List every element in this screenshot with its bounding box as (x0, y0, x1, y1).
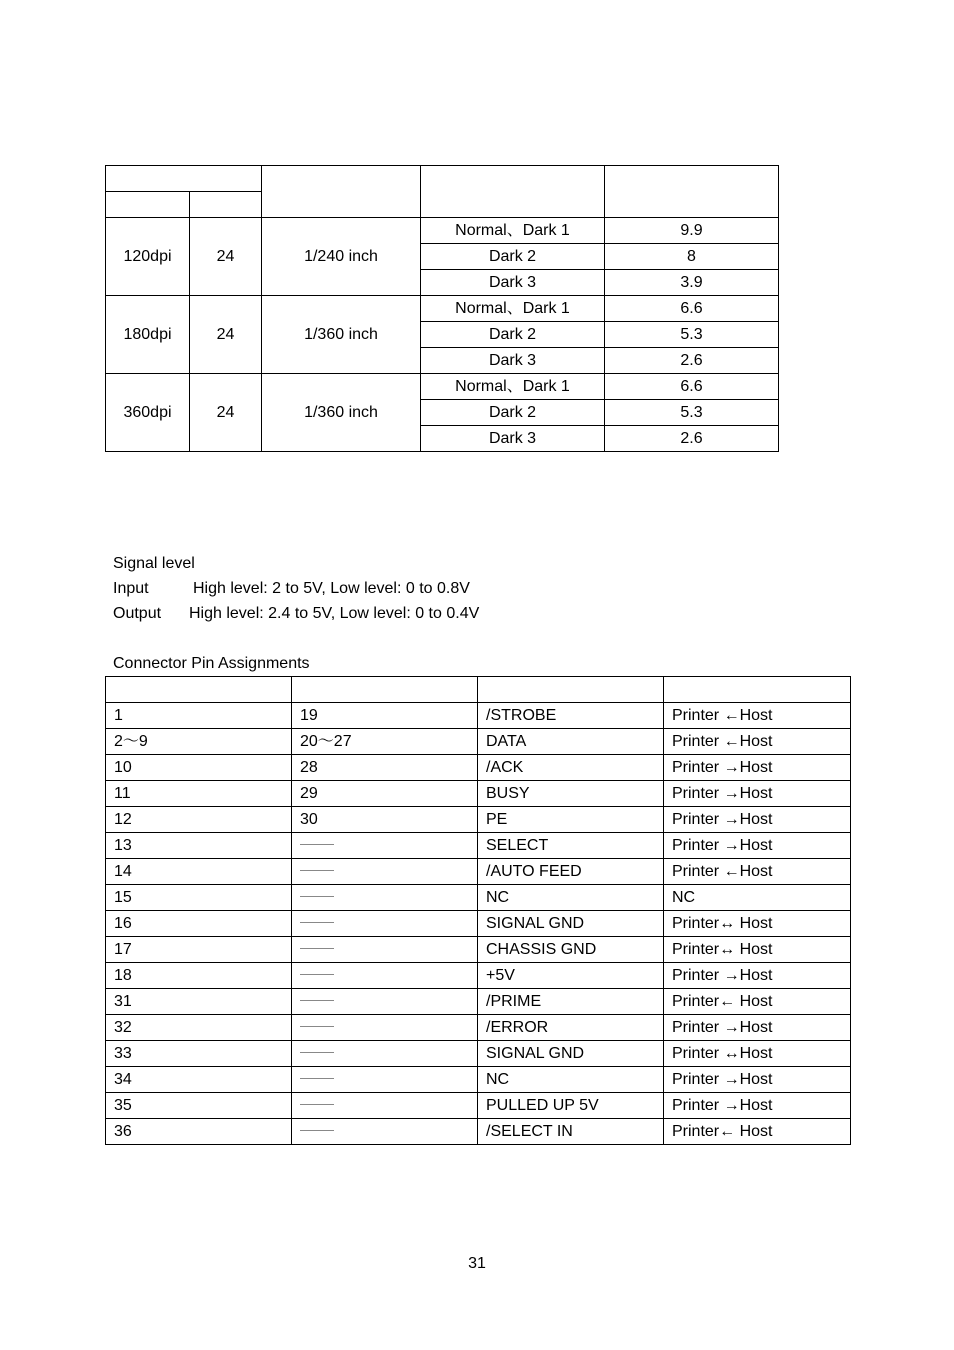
resolution-mode-cell: Normal、Dark 1 (421, 218, 605, 244)
direction-cell: Printer↔ Host (664, 911, 851, 937)
resolution-value-cell: 6.6 (605, 296, 779, 322)
resolution-value-cell: 6.6 (605, 374, 779, 400)
resolution-mode-cell: Dark 3 (421, 426, 605, 452)
table-row (106, 781, 851, 807)
direction-cell: Printer ←Host (664, 729, 851, 755)
resolution-row (106, 374, 779, 400)
resolution-dpi-cell: 120dpi (106, 218, 190, 296)
signal-name-cell: /PRIME (478, 989, 664, 1015)
direction-cell: Printer ←Host (664, 859, 851, 885)
signal-name-cell: /ERROR (478, 1015, 664, 1041)
signal-input-label: Input (113, 580, 149, 597)
table-row (106, 989, 851, 1015)
resolution-dpi-cell: 180dpi (106, 296, 190, 374)
return-pin-cell: 30 (292, 807, 478, 833)
dash-mark (300, 1000, 334, 1001)
signal-name-cell: NC (478, 885, 664, 911)
pin-number-cell: 13 (106, 833, 292, 859)
direction-cell: Printer →Host (664, 755, 851, 781)
table-row (106, 859, 851, 885)
connector-title: Connector Pin Assignments (113, 655, 310, 672)
header-cell-empty (190, 192, 262, 218)
pin-number-cell: 32 (106, 1015, 292, 1041)
header-cell-empty (478, 677, 664, 703)
header-cell-empty (664, 677, 851, 703)
signal-name-cell: CHASSIS GND (478, 937, 664, 963)
return-pin-cell (292, 1015, 478, 1041)
dash-mark (300, 844, 334, 845)
return-pin-cell (292, 1067, 478, 1093)
dash-mark (300, 1130, 334, 1131)
direction-cell: Printer →Host (664, 807, 851, 833)
signal-name-cell: /STROBE (478, 703, 664, 729)
pin-number-cell: 2～9 (106, 729, 292, 755)
direction-cell: Printer →Host (664, 1093, 851, 1119)
direction-cell: Printer →Host (664, 781, 851, 807)
dash-mark (300, 870, 334, 871)
pin-number-cell: 10 (106, 755, 292, 781)
resolution-pitch-cell: 1/240 inch (262, 218, 421, 296)
return-pin-cell (292, 1041, 478, 1067)
direction-cell: Printer ↔Host (664, 1041, 851, 1067)
table-row (106, 885, 851, 911)
resolution-mode-cell: Normal、Dark 1 (421, 374, 605, 400)
return-pin-cell (292, 1093, 478, 1119)
table-row (106, 937, 851, 963)
connector-pin-table (105, 676, 851, 1145)
dash-mark (300, 1078, 334, 1079)
header-cell-empty (262, 166, 421, 218)
signal-level-title: Signal level (113, 555, 195, 572)
direction-cell: Printer →Host (664, 1067, 851, 1093)
pin-number-cell: 33 (106, 1041, 292, 1067)
return-pin-cell (292, 833, 478, 859)
dash-mark (300, 1026, 334, 1027)
direction-cell: Printer ←Host (664, 703, 851, 729)
table-row (106, 963, 851, 989)
table-row (106, 1119, 851, 1145)
dash-mark (300, 922, 334, 923)
header-cell-empty (106, 677, 292, 703)
direction-cell: Printer →Host (664, 833, 851, 859)
pin-number-cell: 12 (106, 807, 292, 833)
signal-name-cell: PULLED UP 5V (478, 1093, 664, 1119)
resolution-value-cell: 9.9 (605, 218, 779, 244)
signal-name-cell: /ACK (478, 755, 664, 781)
signal-name-cell: SIGNAL GND (478, 1041, 664, 1067)
signal-name-cell: SELECT (478, 833, 664, 859)
signal-input-text: High level: 2 to 5V, Low level: 0 to 0.8V (193, 580, 470, 597)
table-row (106, 703, 851, 729)
dash-mark (300, 1104, 334, 1105)
resolution-mode-cell: Normal、Dark 1 (421, 296, 605, 322)
pin-number-cell: 11 (106, 781, 292, 807)
header-cell-empty (106, 192, 190, 218)
pin-number-cell: 15 (106, 885, 292, 911)
pin-number-cell: 36 (106, 1119, 292, 1145)
header-cell-empty (106, 166, 262, 192)
direction-cell: NC (664, 885, 851, 911)
return-pin-cell (292, 937, 478, 963)
return-pin-cell (292, 911, 478, 937)
table-row (106, 1015, 851, 1041)
resolution-value-cell: 2.6 (605, 426, 779, 452)
resolution-mode-cell: Dark 2 (421, 400, 605, 426)
resolution-value-cell: 8 (605, 244, 779, 270)
signal-name-cell: PE (478, 807, 664, 833)
resolution-pins-cell: 24 (190, 374, 262, 452)
direction-cell: Printer← Host (664, 1119, 851, 1145)
signal-name-cell: SIGNAL GND (478, 911, 664, 937)
direction-cell: Printer →Host (664, 963, 851, 989)
resolution-pitch-cell: 1/360 inch (262, 296, 421, 374)
pin-number-cell: 34 (106, 1067, 292, 1093)
resolution-mode-cell: Dark 3 (421, 270, 605, 296)
table-row (106, 1041, 851, 1067)
header-cell-empty (421, 166, 605, 218)
resolution-value-cell: 5.3 (605, 400, 779, 426)
table-row (106, 1093, 851, 1119)
resolution-pins-cell: 24 (190, 218, 262, 296)
resolution-mode-cell: Dark 2 (421, 244, 605, 270)
header-cell-empty (292, 677, 478, 703)
resolution-value-cell: 3.9 (605, 270, 779, 296)
dash-mark (300, 974, 334, 975)
signal-name-cell: /SELECT IN (478, 1119, 664, 1145)
signal-output-label: Output (113, 605, 162, 622)
signal-input-line (113, 581, 470, 597)
return-pin-cell: 28 (292, 755, 478, 781)
signal-output-line (113, 606, 479, 622)
dash-mark (300, 1052, 334, 1053)
pin-number-cell: 35 (106, 1093, 292, 1119)
resolution-row (106, 218, 779, 244)
table-row (106, 755, 851, 781)
table-row (106, 1067, 851, 1093)
signal-name-cell: /AUTO FEED (478, 859, 664, 885)
pin-number-cell: 31 (106, 989, 292, 1015)
resolution-row (106, 296, 779, 322)
dash-mark (300, 896, 334, 897)
signal-name-cell: NC (478, 1067, 664, 1093)
signal-name-cell: +5V (478, 963, 664, 989)
return-pin-cell (292, 859, 478, 885)
resolution-value-cell: 5.3 (605, 322, 779, 348)
header-cell-empty (605, 166, 779, 218)
return-pin-cell (292, 989, 478, 1015)
direction-cell: Printer →Host (664, 1015, 851, 1041)
pin-number-cell: 14 (106, 859, 292, 885)
return-pin-cell (292, 885, 478, 911)
return-pin-cell: 19 (292, 703, 478, 729)
table-row (106, 911, 851, 937)
direction-cell: Printer↔ Host (664, 937, 851, 963)
resolution-dpi-cell: 360dpi (106, 374, 190, 452)
dash-mark (300, 948, 334, 949)
direction-cell: Printer← Host (664, 989, 851, 1015)
pin-number-cell: 17 (106, 937, 292, 963)
pin-number-cell: 18 (106, 963, 292, 989)
resolution-value-cell: 2.6 (605, 348, 779, 374)
resolution-pins-cell: 24 (190, 296, 262, 374)
return-pin-cell: 20～27 (292, 729, 478, 755)
pin-number-cell: 16 (106, 911, 292, 937)
resolution-table (105, 165, 779, 452)
return-pin-cell (292, 1119, 478, 1145)
signal-name-cell: DATA (478, 729, 664, 755)
table-row (106, 807, 851, 833)
signal-name-cell: BUSY (478, 781, 664, 807)
pin-number-cell: 1 (106, 703, 292, 729)
table-row (106, 729, 851, 755)
table-row (106, 833, 851, 859)
resolution-mode-cell: Dark 3 (421, 348, 605, 374)
return-pin-cell: 29 (292, 781, 478, 807)
resolution-mode-cell: Dark 2 (421, 322, 605, 348)
page-number: 31 (468, 1255, 486, 1272)
resolution-pitch-cell: 1/360 inch (262, 374, 421, 452)
return-pin-cell (292, 963, 478, 989)
signal-output-text: High level: 2.4 to 5V, Low level: 0 to 0.4V (189, 605, 480, 622)
